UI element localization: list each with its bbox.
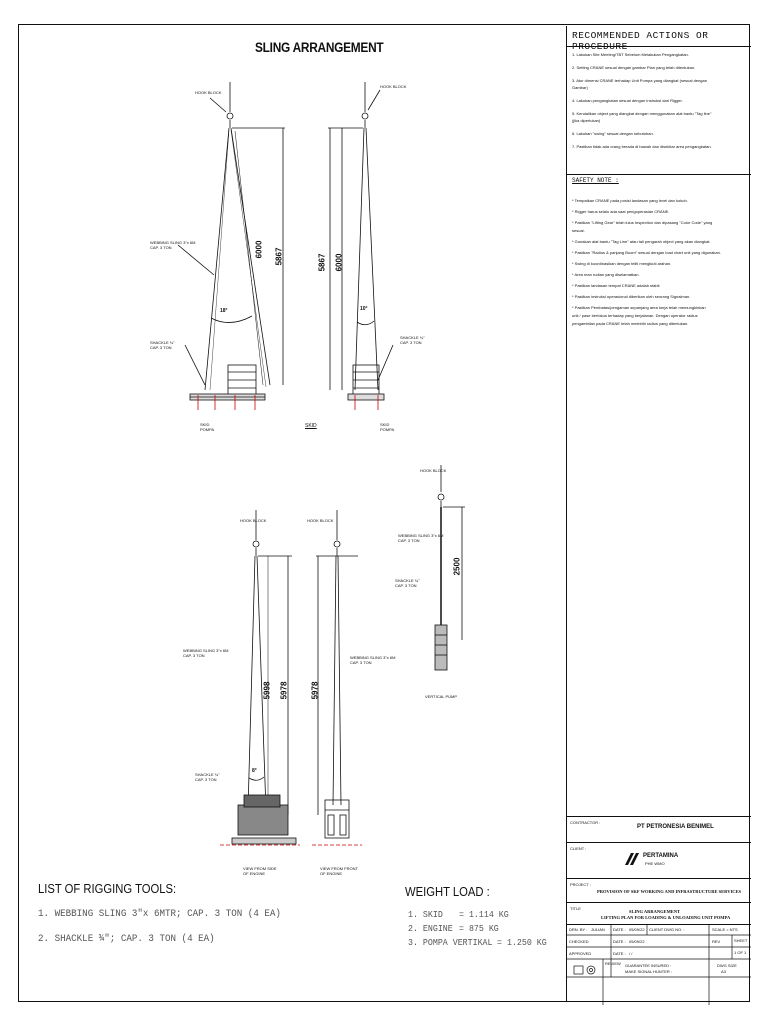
label-hook-block-4: HOOK BLOCK [240, 518, 267, 523]
recommended-item-5: 5. Kendalikan object yang diangkat dengan menggunakan alat bantu "Tag line" [572, 111, 712, 116]
dim-6000-a: 6000 [254, 240, 264, 259]
hook-block-2 [362, 113, 368, 119]
safety-item-4: * Gunakan alat bantu "Tag Line" atau tali pengarah object yang akan diangkat. [572, 239, 711, 244]
label-hook-block-2: HOOK BLOCK [380, 84, 407, 89]
dim-5978-a: 5978 [279, 681, 289, 700]
safety-item-1: * Tempatkan CRANE pada posisi landasan yang level dan kokoh. [572, 198, 688, 203]
label-webbing-sling-3: WEBBING SLING 3"x 6M CAP. 3 TON [398, 533, 444, 543]
recommended-item-3b: Gambar) [572, 85, 588, 90]
client-sub: PHE WMO [645, 861, 665, 866]
tb-grid: DRN. BY : JULIAN DATE : 05/09/22 CLIENT DWG NO. : SCALE = NTS CHECKED DATE : 05/09/22 REV SHEET 1 OF 1 APPROVED DATE : / / REVIEW GUARANTEE INSURED : MAKE SIGNAL HUNTER : DWG SIZE A3 [567, 924, 751, 991]
project-name: PROVISION OF SKF WORKING AND INFRASTRUCTURE SERVICES [597, 889, 741, 894]
label-vertical-pump: VERTICAL PUMP [425, 694, 458, 699]
label-hook-block-3: HOOK BLOCK [420, 468, 447, 473]
safety-heading: SAFETY NOTE : [572, 177, 619, 184]
recommended-item-2: 2. Setting CRANE sesuai dengan gambar Plan yang telah ditentukan. [572, 65, 696, 70]
label-webbing-sling-4: WEBBING SLING 3"x 6M CAP. 3 TON [183, 648, 229, 658]
label-view-front: VIEW FROM FRONT OF ENGINE [320, 866, 358, 876]
safety-item-3: * Pastikan "Lifting Gear" telah lulus Inspection dan dipasang "Color Code" yang [572, 220, 713, 225]
label-skid-pompa-2: SKID POMPA [380, 422, 395, 432]
angle-18: 18° [220, 308, 228, 314]
recommended-item-7: 7. Pastikan tidak ada orang berada di bawah dan disekitar area pengangkatan. [572, 144, 712, 149]
tb-title: TITLE SLING ARRANGEMENT LIFTING PLAN FOR LOADING & UNLOADING UNIT POMPA [567, 902, 751, 903]
weight-item-engine-value: = 875 KG [459, 924, 499, 934]
label-hook-block-5: HOOK BLOCK [307, 518, 334, 523]
recommended-item-6: 6. Lakukan "swing" sesuai dengan kebutuhan. [572, 131, 654, 136]
dim-2500: 2500 [452, 557, 462, 576]
revision-symbol-icon [573, 964, 599, 976]
contractor-name: PT PETRONESIA BENIMEL [637, 824, 714, 830]
safety-item-7: * Area man rudian yang diselamatkan. [572, 272, 640, 277]
safety-item-2: * Rigger harus selalu ada saat pengoperasian CRANE. [572, 209, 670, 214]
client-logo-text: PERTAMINA [643, 853, 679, 859]
label-shackle-1: SHACKLE ¾" CAP. 3 TON [150, 340, 175, 350]
weight-item-pompa: 3. POMPA VERTIKAL [408, 938, 493, 948]
recommended-header [567, 26, 751, 52]
label-shackle-3: SHACKLE ¾" CAP. 3 TON [395, 578, 420, 588]
recommended-item-3: 3. Atur dimensi CRANE terhadap Unit Pompa yang diangkat (sesuai dengan [572, 78, 707, 83]
label-shackle-4: SHACKLE ¾" CAP. 3 TON [195, 772, 220, 782]
label-skid-pompa-1: SKID POMPA [200, 422, 215, 432]
weight-load-heading: WEIGHT LOAD : [405, 885, 490, 899]
sling-1-left [205, 128, 229, 390]
tb-project: PROJECT : PROVISION OF SKF WORKING AND INFRASTRUCTURE SERVICES [567, 878, 751, 879]
title-line-2: LIFTING PLAN FOR LOADING & UNLOADING UNIT POMPA [601, 915, 731, 920]
tb-contractor: CONTRACTOR : PT PETRONESIA BENIMEL [567, 816, 751, 817]
label-webbing-sling-1: WEBBING SLING 3"x 6M CAP. 3 TON [150, 240, 196, 250]
label-view-side: VIEW FROM SIDE OF ENGINE [243, 866, 277, 876]
dim-5867-b: 5867 [317, 253, 327, 272]
rigging-tool-item-1: 1. WEBBING SLING 3"x 6MTR; CAP. 3 TON (4 EA) [38, 909, 281, 920]
angle-8: 8° [252, 768, 257, 774]
safety-divider [567, 174, 751, 175]
recommended-item-1: 1. Lakukan Site Meeting/TBT Sebelum Melakukan Pengangkatan. [572, 52, 689, 57]
label-hook-block-1: HOOK BLOCK [195, 90, 222, 95]
safety-item-8: * Pastikan landasan tempat CRANE adalah stabil. [572, 283, 661, 288]
rigging-tools-heading: LIST OF RIGGING TOOLS: [38, 882, 177, 896]
right-panel [566, 26, 751, 1002]
weight-item-skid-value: = 1.114 KG [459, 910, 509, 920]
title-line-1: SLING ARRANGEMENT [629, 909, 681, 914]
dim-5978-b: 5978 [310, 681, 320, 700]
engine-front [325, 800, 349, 838]
weight-item-pompa-value: = 1.250 KG [497, 938, 547, 948]
dim-5867-a: 5867 [274, 247, 284, 266]
sling-2-right [366, 128, 378, 390]
label-webbing-sling-5: WEBBING SLING 3"x 6M CAP. 3 TON [350, 655, 396, 665]
sling-2-left [355, 128, 364, 390]
tb-client: CLIENT : PERTAMINA PHE WMO [567, 842, 751, 843]
label-shackle-2: SHACKLE ¾" CAP. 3 TON [400, 335, 425, 345]
vertical-pump-body [435, 625, 447, 670]
drawing-title: SLING ARRANGEMENT [255, 40, 384, 55]
safety-item-5: * Pastikan "Radius & panjang Boom" sesuai dengan load chart unit yang digunakan. [572, 250, 721, 255]
angle-arc-18 [211, 316, 252, 323]
safety-item-3b: sesuai. [572, 228, 585, 233]
pertamina-logo-icon [623, 849, 641, 867]
weight-item-skid: 1. SKID [408, 910, 443, 920]
safety-item-10c: pengambilan pada CRANE telah melebihi radius yang ditentukan. [572, 321, 689, 326]
safety-item-10b: unit / pase berfokus terhadap yang berjalanan. Dengan operator radius [572, 313, 698, 318]
safety-item-6: * Swing di koordinasikan dengan teliti mengikuti arahan. [572, 261, 672, 266]
recommended-heading: RECOMMENDED ACTIONS OR PROCEDURE [572, 30, 709, 52]
engine-side [238, 805, 288, 835]
dim-6000-b: 6000 [334, 253, 344, 272]
dim-5998: 5998 [262, 681, 272, 700]
recommended-item-5b: (jika diperlukan) [572, 118, 601, 123]
angle-10: 10° [360, 306, 368, 312]
rigging-tool-item-2: 2. SHACKLE ¾"; CAP. 3 TON (4 EA) [38, 934, 215, 945]
weight-item-engine: 2. ENGINE [408, 924, 453, 934]
safety-item-10: * Pastikan Pembatas/pengaman sepanjang area kerja telah memungkinkan [572, 305, 706, 310]
safety-item-9: * Pastikan instruksi operasional diberikan oleh seorang Signalman. [572, 294, 691, 299]
recommended-item-4: 4. Lakukan pengangkatan sesuai dengan Instruksi dari Rigger. [572, 98, 683, 103]
sling-1-right [231, 128, 270, 385]
label-skid: SKID [305, 423, 317, 429]
hook-block-1 [227, 113, 233, 119]
